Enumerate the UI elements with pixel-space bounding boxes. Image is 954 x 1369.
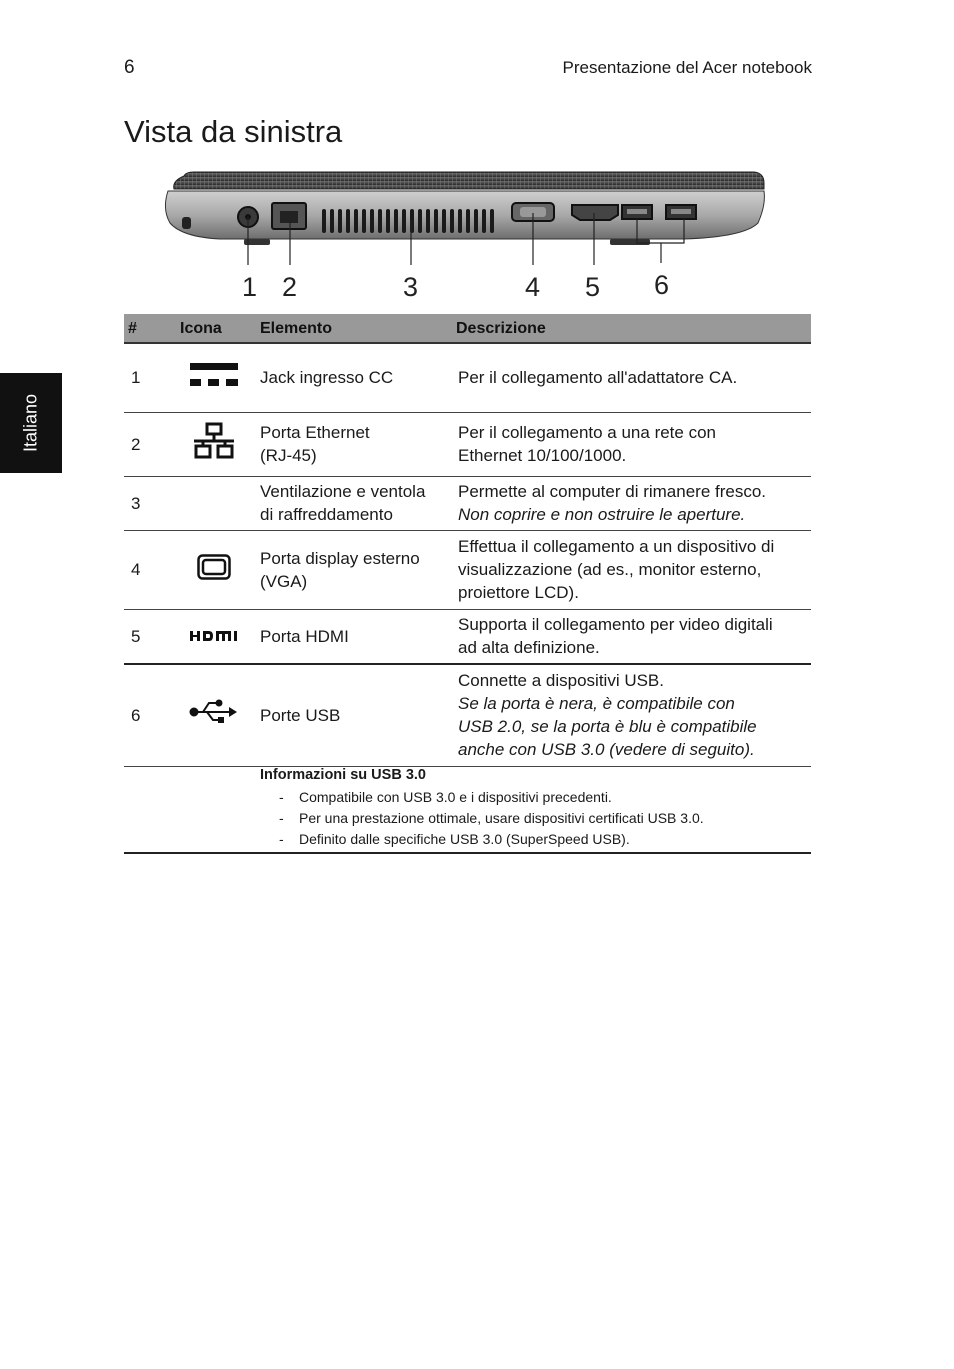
description-line: Supporta il collegamento per video digitali: [458, 615, 773, 635]
page-number: 6: [124, 57, 135, 78]
hdmi-icon: [189, 630, 239, 642]
note-list: [279, 787, 704, 850]
side-tab-label: Italiano: [20, 393, 41, 453]
table-row: [124, 343, 811, 412]
laptop-left-side-figure: [124, 165, 814, 305]
element-line: Porta HDMI: [260, 626, 349, 646]
page-title: Vista da sinistra: [124, 114, 343, 149]
usb-icon: [189, 699, 239, 725]
element-line: Porta display esterno: [260, 548, 420, 568]
note-item: [279, 829, 704, 850]
description-line: Per il collegamento all'adattatore CA.: [458, 368, 738, 388]
note-item: [279, 808, 704, 829]
callout-3: 3: [403, 272, 419, 302]
laptop-side-illustration: [124, 165, 814, 305]
note-item: [279, 787, 704, 808]
row-number: 4: [124, 530, 174, 609]
description-note: anche con USB 3.0 (vedere di seguito).: [458, 740, 755, 760]
table-row: [124, 664, 811, 766]
element-line: Jack ingresso CC: [260, 368, 394, 388]
description-line: Per il collegamento a una rete con: [458, 423, 716, 442]
row-description: [450, 530, 811, 609]
callout-2: 2: [282, 272, 298, 302]
description-note: Se la porta è nera, è compatibile con: [458, 694, 735, 714]
note-dash: -: [279, 810, 284, 826]
running-header: Presentazione del Acer notebook: [562, 58, 812, 77]
row-description: [450, 664, 811, 766]
ports-table: [124, 314, 811, 767]
callout-1: 1: [242, 272, 258, 302]
element-line: di raffreddamento: [260, 505, 393, 524]
element-line: Porte USB: [260, 705, 341, 725]
language-side-tab: [0, 373, 62, 473]
header-icon: Icona: [174, 314, 254, 343]
table-row: [124, 476, 811, 530]
row-element: [254, 530, 450, 609]
row-element: [254, 476, 450, 530]
description-line: Permette al computer di rimanere fresco.: [458, 482, 767, 501]
row-element: [254, 609, 450, 664]
header-description: Descrizione: [450, 314, 811, 343]
table-header-row: [124, 314, 811, 343]
note-item-text: Definito dalle specifiche USB 3.0 (SuperSpeed USB).: [299, 831, 630, 847]
callout-6: 6: [654, 270, 670, 300]
row-element: [254, 412, 450, 476]
description-line: visualizzazione (ad es., monitor esterno,: [458, 560, 762, 579]
row-number: 1: [124, 343, 174, 412]
description-line: Connette a dispositivi USB.: [458, 671, 664, 691]
header-num: #: [124, 314, 174, 343]
note-title: Informazioni su USB 3.0: [260, 767, 426, 783]
table-row: [124, 412, 811, 476]
vga-icon: [197, 554, 231, 580]
element-line: Porta Ethernet: [260, 423, 370, 442]
element-line: (RJ-45): [260, 446, 317, 465]
description-line: Ethernet 10/100/1000.: [458, 446, 627, 465]
row-number: 6: [124, 664, 174, 766]
note-item-text: Per una prestazione ottimale, usare dispositivi certificati USB 3.0.: [299, 810, 704, 826]
hdmi-port: [572, 205, 618, 220]
row-description: [450, 609, 811, 664]
description-line: proiettore LCD).: [458, 583, 579, 602]
callout-4: 4: [525, 272, 541, 302]
note-item-text: Compatibile con USB 3.0 e i dispositivi precedenti.: [299, 789, 612, 805]
row-description: [450, 476, 811, 530]
callout-5: 5: [585, 272, 601, 302]
row-description: [450, 343, 811, 412]
table-row: [124, 530, 811, 609]
ethernet-icon: [192, 422, 236, 460]
note-dash: -: [279, 789, 284, 805]
description-note: USB 2.0, se la porta è blu è compatibile: [458, 717, 757, 737]
row-number: 2: [124, 412, 174, 476]
note-dash: -: [279, 831, 284, 847]
dc-in-icon: [190, 360, 238, 390]
row-element: [254, 343, 450, 412]
row-element: [254, 664, 450, 766]
description-warning: Non coprire e non ostruire le aperture.: [458, 505, 746, 524]
table-row: [124, 609, 811, 664]
description-line: ad alta definizione.: [458, 638, 600, 658]
header-element: Elemento: [254, 314, 450, 343]
row-number: 5: [124, 609, 174, 664]
description-line: Effettua il collegamento a un dispositivo di: [458, 537, 775, 556]
usb3-info-note: [124, 766, 811, 854]
element-line: Ventilazione e ventola: [260, 482, 426, 501]
row-description: [450, 412, 811, 476]
row-number: 3: [124, 476, 174, 530]
element-line: (VGA): [260, 571, 308, 591]
